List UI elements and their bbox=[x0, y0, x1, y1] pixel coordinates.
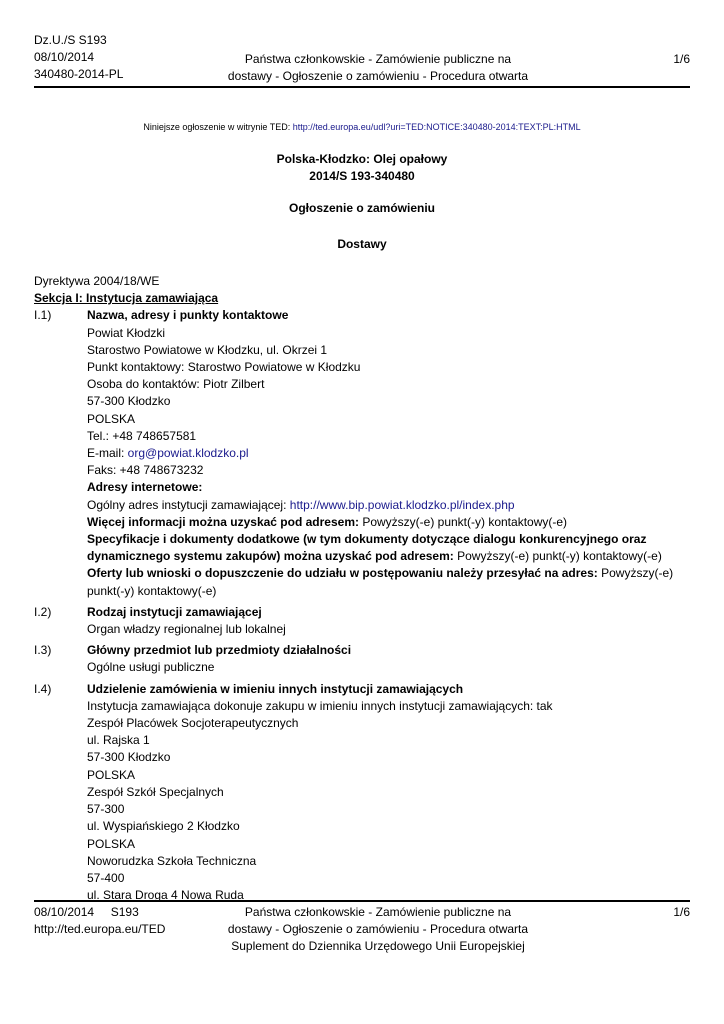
footer-date: 08/10/2014 bbox=[34, 905, 95, 919]
address-line: Starostwo Powiatowe w Kłodzku, ul. Okrzei 1 bbox=[87, 342, 328, 357]
section-content bbox=[87, 307, 690, 599]
section-text: Instytucja zamawiająca dokonuje zakupu w imieniu innych instytucji zamawiających: tak bbox=[87, 698, 553, 713]
section-content bbox=[87, 642, 690, 676]
address-line: ul. Rajska 1 bbox=[87, 733, 150, 748]
address-line: 57-400 bbox=[87, 870, 125, 885]
ted-notice-prefix: Niniejsze ogłoszenie w witrynie TED: bbox=[143, 122, 293, 132]
page-footer bbox=[34, 900, 690, 953]
more-info-line bbox=[87, 514, 690, 531]
address-line: ul. Wyspiańskiego 2 Kłodzko bbox=[87, 819, 240, 834]
address-line: 57-300 Kłodzko bbox=[87, 750, 171, 765]
specs-line bbox=[87, 531, 690, 565]
specs-label: Specyfikacje i dokumenty dodatkowe (w tym dokumenty dotyczące dialogu konkurencyjnego oraz dynamicznego systemu zakupów) można uzyskać pod adresem: bbox=[87, 532, 647, 564]
address-line: POLSKA bbox=[87, 767, 136, 782]
address-line: ul. Stara Droga 4 Nowa Ruda bbox=[87, 888, 244, 903]
section-number: I.2) bbox=[34, 604, 52, 619]
address-line: Punkt kontaktowy: Starostwo Powiatowe w Kłodzku bbox=[87, 360, 361, 375]
footer-reference bbox=[34, 904, 165, 938]
section-1-title: Sekcja I: Instytucja zamawiająca bbox=[34, 291, 219, 306]
section-number: I.4) bbox=[34, 681, 52, 696]
header-description-line1: Państwa członkowskie - Zamówienie publiczne na bbox=[244, 52, 512, 66]
footer-page-number: 1/6 bbox=[673, 905, 690, 919]
address-line: POLSKA bbox=[87, 411, 136, 426]
address-line: 57-300 Kłodzko bbox=[87, 394, 171, 409]
general-address-label: Ogólny adres instytucji zamawiającej: bbox=[87, 497, 290, 512]
address-line: Osoba do kontaktów: Piotr Zilbert bbox=[87, 377, 265, 392]
offers-value: Powyższy(-e) punkt(-y) kontaktowy(-e) bbox=[87, 566, 674, 598]
footer-series: S193 bbox=[110, 905, 139, 919]
more-info-label: Więcej informacji można uzyskać pod adresem: bbox=[87, 514, 359, 529]
section-content bbox=[87, 604, 690, 638]
section-heading: Rodzaj instytucji zamawiającej bbox=[87, 604, 262, 619]
internet-heading: Adresy internetowe: bbox=[87, 480, 203, 495]
section-number: I.3) bbox=[34, 643, 52, 658]
general-address-link[interactable]: http://www.bip.powiat.klodzko.pl/index.php bbox=[289, 497, 515, 512]
phone-line: Tel.: +48 748657581 bbox=[87, 428, 197, 443]
footer-date-series bbox=[34, 904, 165, 921]
header-description-line2: dostawy - Ogłoszenie o zamówieniu - Procedura otwarta bbox=[227, 69, 529, 83]
address-line: Zespół Placówek Socjoterapeutycznych bbox=[87, 716, 299, 731]
header-journal-ref: Dz.U./S S193 bbox=[34, 33, 107, 47]
section-text: Organ władzy regionalnej lub lokalnej bbox=[87, 622, 286, 637]
section-i4 bbox=[34, 681, 690, 905]
header-notice-id: 340480-2014-PL bbox=[34, 67, 124, 81]
address-line: Zespół Szkół Specjalnych bbox=[87, 784, 224, 799]
footer-description-line2: dostawy - Ogłoszenie o zamówieniu - Procedura otwarta bbox=[227, 922, 529, 936]
header-description bbox=[194, 51, 562, 85]
offers-line bbox=[87, 565, 690, 599]
notice-title bbox=[0, 151, 724, 185]
section-content bbox=[87, 681, 690, 905]
more-info-value: Powyższy(-e) punkt(-y) kontaktowy(-e) bbox=[358, 514, 568, 529]
ted-notice bbox=[0, 122, 724, 132]
email-line bbox=[87, 445, 690, 462]
section-heading: Nazwa, adresy i punkty kontaktowe bbox=[87, 308, 289, 323]
page-header bbox=[34, 32, 690, 88]
general-address-line bbox=[87, 497, 690, 514]
address-line: 57-300 bbox=[87, 802, 125, 817]
address-line: POLSKA bbox=[87, 836, 136, 851]
section-text: Ogólne usługi publiczne bbox=[87, 660, 215, 675]
fax-line: Faks: +48 748673232 bbox=[87, 463, 204, 478]
section-i3 bbox=[34, 642, 690, 676]
notice-title-line1: Polska-Kłodzko: Olej opałowy bbox=[276, 152, 448, 166]
notice-type: Ogłoszenie o zamówieniu bbox=[288, 201, 436, 215]
section-i1 bbox=[34, 307, 690, 599]
section-heading: Główny przedmiot lub przedmioty działalności bbox=[87, 643, 352, 658]
footer-url[interactable]: http://ted.europa.eu/TED bbox=[34, 922, 166, 936]
notice-body bbox=[34, 273, 690, 908]
footer-description bbox=[194, 904, 562, 955]
email-label: E-mail: bbox=[87, 446, 128, 461]
footer-description-line1: Państwa członkowskie - Zamówienie publiczne na bbox=[244, 905, 512, 919]
address-line: Noworudzka Szkoła Techniczna bbox=[87, 853, 257, 868]
section-heading: Udzielenie zamówienia w imieniu innych instytucji zamawiających bbox=[87, 681, 464, 696]
contract-type: Dostawy bbox=[337, 237, 387, 251]
notice-title-line2: 2014/S 193-340480 bbox=[309, 169, 415, 183]
email-link[interactable]: org@powiat.klodzko.pl bbox=[127, 446, 249, 461]
footer-description-line3: Suplement do Dziennika Urzędowego Unii Europejskiej bbox=[231, 939, 525, 953]
header-reference bbox=[34, 32, 123, 83]
section-i2 bbox=[34, 604, 690, 638]
header-date: 08/10/2014 bbox=[34, 50, 95, 64]
offers-label: Oferty lub wnioski o dopuszczenie do udziału w postępowaniu należy przesyłać na adres: bbox=[87, 566, 598, 581]
section-number: I.1) bbox=[34, 308, 52, 323]
specs-value: Powyższy(-e) punkt(-y) kontaktowy(-e) bbox=[453, 549, 662, 564]
ted-notice-link[interactable]: http://ted.europa.eu/udl?uri=TED:NOTICE:340480-2014:TEXT:PL:HTML bbox=[292, 122, 581, 132]
address-line: Powiat Kłodzki bbox=[87, 325, 166, 340]
header-page-number: 1/6 bbox=[673, 52, 690, 66]
directive: Dyrektywa 2004/18/WE bbox=[34, 274, 160, 288]
